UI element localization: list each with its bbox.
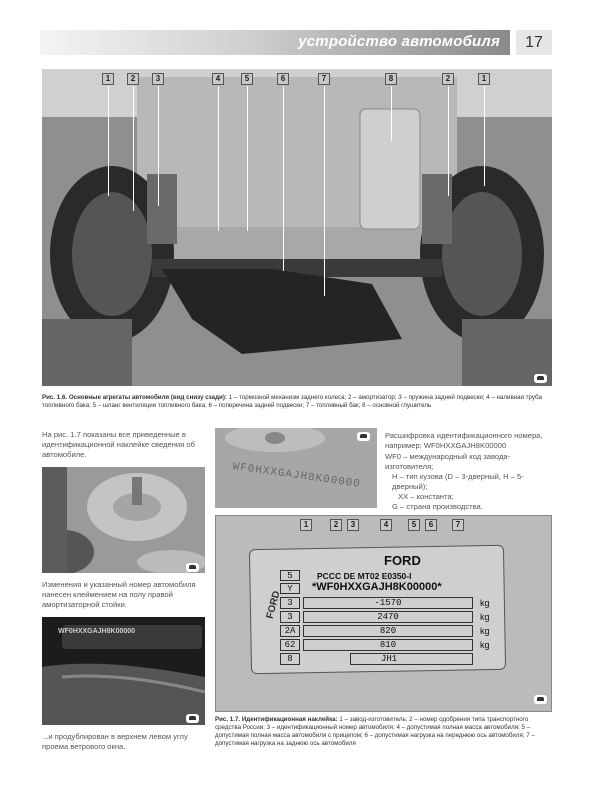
page-number: 17 xyxy=(516,30,552,55)
vin-tag-text: WF0HXXGAJH8K00000 xyxy=(58,628,136,635)
plate-code: 5 xyxy=(280,570,300,581)
plate-callout-2: 2 xyxy=(330,519,342,531)
plate-callout-3: 3 xyxy=(347,519,359,531)
shock-tower-photo xyxy=(42,467,205,573)
callout-1b: 1 xyxy=(478,73,490,85)
callout-4: 4 xyxy=(212,73,224,85)
plate-value: 820 xyxy=(303,625,473,637)
callout-2b: 2 xyxy=(442,73,454,85)
leader-line xyxy=(133,86,134,211)
plate-callout-4: 4 xyxy=(380,519,392,531)
plate-brand: FORD xyxy=(384,553,421,568)
figure-1-7-caption xyxy=(215,716,555,748)
car-icon xyxy=(186,714,199,723)
body-text-2: Изменения и указанный номер автомобиля нанесен клеймением на полу правой амортизаторной стойки. xyxy=(42,580,196,609)
vin-decode-line-1: WF0 – международный код завода-изготовителя; xyxy=(385,452,511,471)
plate-callout-1: 1 xyxy=(300,519,312,531)
plate-value: JH1 xyxy=(350,653,473,665)
car-icon xyxy=(357,432,370,441)
plate-code: 62 xyxy=(280,639,300,651)
ford-logo-text: FORD xyxy=(264,589,283,620)
plate-value: -1570 xyxy=(303,597,473,609)
stamped-vin-text: WF0HXXGAJH8K00000 xyxy=(231,461,362,491)
car-icon xyxy=(186,563,199,572)
leader-line xyxy=(158,86,159,206)
plate-unit: kg xyxy=(480,598,490,608)
plate-code: 8 xyxy=(280,653,300,665)
vin-decode-line-4: G – страна производства. xyxy=(392,502,483,511)
car-icon xyxy=(534,695,547,704)
plate-vin: *WF0HXXGAJH8K00000* xyxy=(312,581,442,593)
callout-2: 2 xyxy=(127,73,139,85)
vin-decode-line-2: H – тип кузова (D – 3-дверный, H – 5-дверный); xyxy=(392,472,524,491)
leader-line xyxy=(324,86,325,296)
leader-line xyxy=(108,86,109,196)
plate-code: 3 xyxy=(280,597,300,609)
plate-unit: kg xyxy=(480,640,490,650)
callout-7: 7 xyxy=(318,73,330,85)
plate-callout-6: 6 xyxy=(425,519,437,531)
leader-line xyxy=(283,86,284,271)
body-text-1: На рис. 1.7 показаны все приведенные в идентификационной наклейке сведения об автомобиле. xyxy=(42,430,195,459)
plate-unit: kg xyxy=(480,612,490,622)
leader-line xyxy=(484,86,485,186)
leader-line xyxy=(448,86,449,196)
plate-value: 2470 xyxy=(303,611,473,623)
callout-5: 5 xyxy=(241,73,253,85)
caption-label: Рис. 1.7. Идентификационная наклейка: xyxy=(215,716,338,723)
underbody-photo xyxy=(42,69,552,386)
caption-text: 1 – тормозной механизм заднего колеса; 2 – амортизатор; 3 – пружина задней подвески; 4 – наливная труба топливного бака; 5 – шланг вентиляции топливного бака; 6 – поперечина задней подвески; 7 – топливный бак; 8 – основной глушитель xyxy=(42,394,542,409)
callout-6: 6 xyxy=(277,73,289,85)
car-icon xyxy=(534,374,547,383)
plate-value: PCCC DE MT02 E0350-I xyxy=(317,571,412,581)
plate-value: 810 xyxy=(303,639,473,651)
vin-decode-intro: Расшифровка идентификационного номера, например: WF0HXXGAJH8K00000 xyxy=(385,431,543,450)
leader-line xyxy=(247,86,248,231)
plate-code: Y xyxy=(280,583,300,594)
figure-1-6-caption xyxy=(42,394,554,410)
caption-text: 1 – завод-изготовитель; 2 – номер одобрения типа транспортного средства России; 3 – идентификационный номер автомобиля; 4 – допустимая полная масса автомобиля; 5 – допустимая полная масса автомобиля с прицепом; 6 – допустимая нагрузка на переднюю ось автомобиля; 7 – допустимая нагрузка на заднюю ось автомобиля xyxy=(215,716,535,747)
page-header-title: устройство автомобиля xyxy=(298,33,500,50)
plate-code: 3 xyxy=(280,611,300,623)
shock-tower-illustration xyxy=(42,467,205,573)
plate-unit: kg xyxy=(480,626,490,636)
callout-1: 1 xyxy=(102,73,114,85)
leader-line xyxy=(391,86,392,141)
plate-code: 2A xyxy=(280,625,300,637)
callout-8: 8 xyxy=(385,73,397,85)
caption-label: Рис. 1.6. Основные агрегаты автомобиля (вид снизу сзади): xyxy=(42,394,227,401)
callout-3: 3 xyxy=(152,73,164,85)
vin-decode-line-3: XX – константа; xyxy=(398,492,454,501)
leader-line xyxy=(218,86,219,231)
plate-callout-7: 7 xyxy=(452,519,464,531)
underbody-illustration xyxy=(42,69,552,386)
body-text-3: ...и продублирован в верхнем левом углу проема ветрового окна. xyxy=(42,732,188,751)
plate-callout-5: 5 xyxy=(408,519,420,531)
